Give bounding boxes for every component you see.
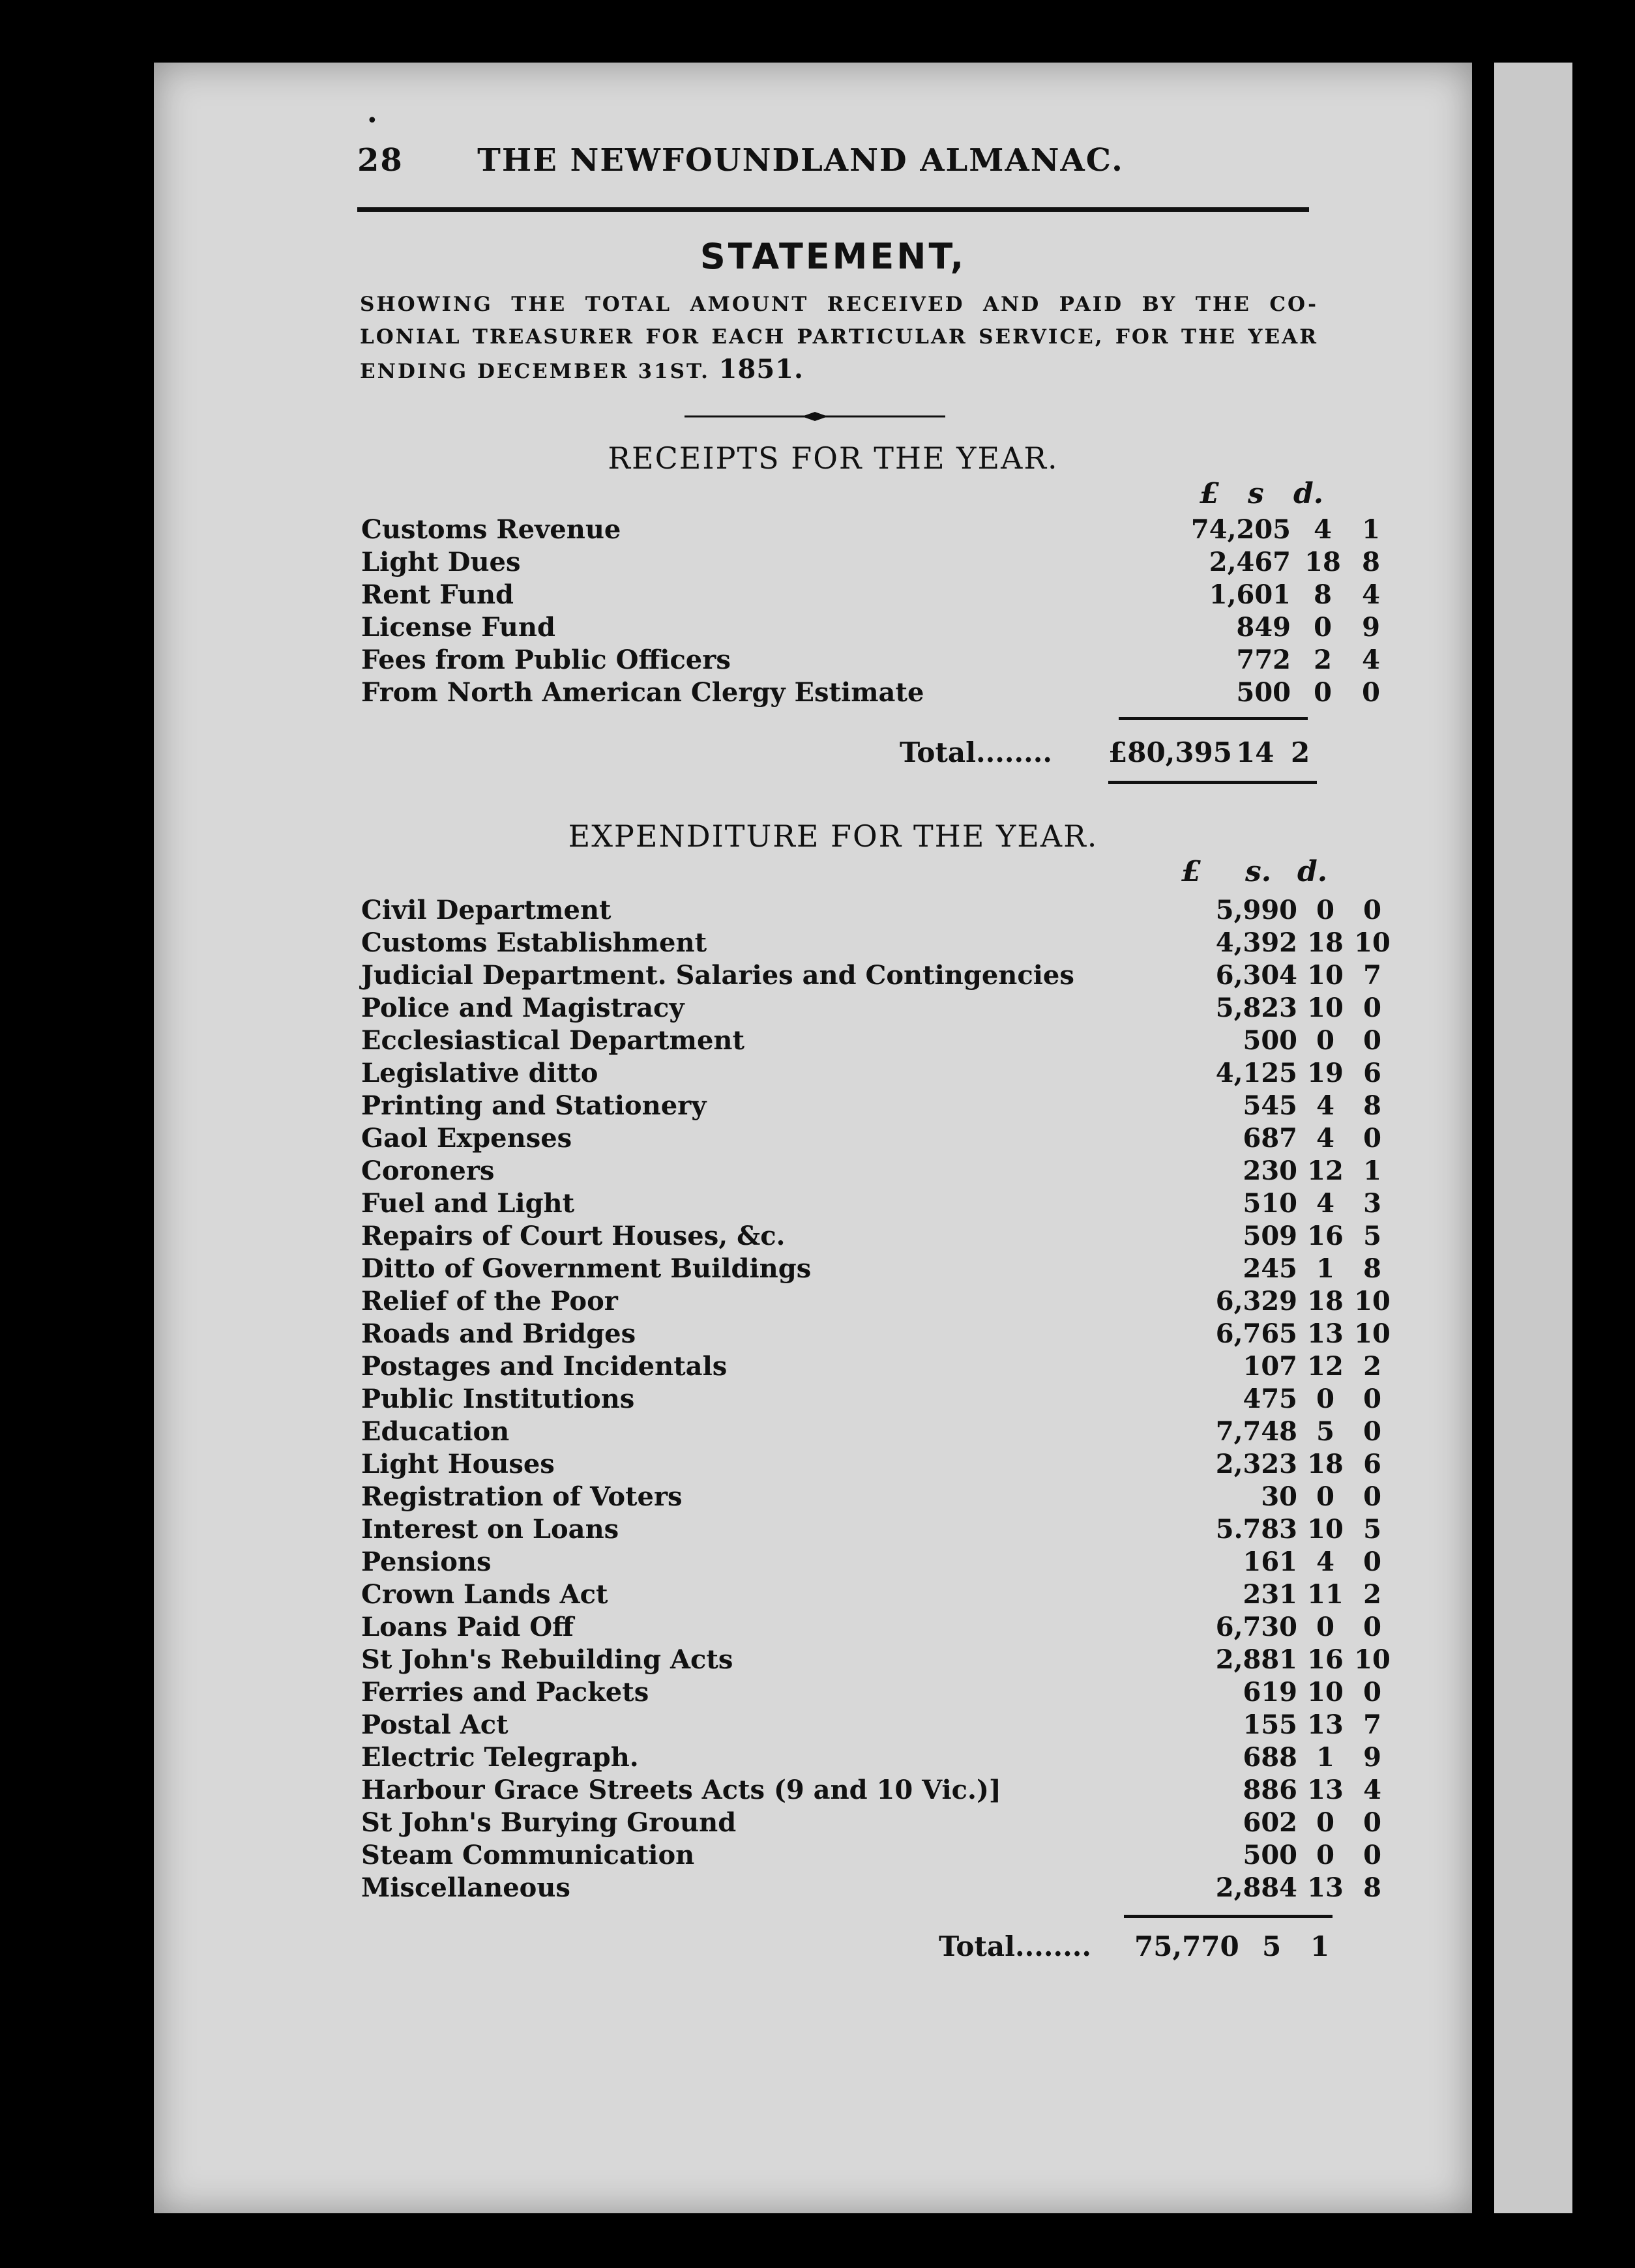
expenditure-shillings: 13 [1307, 1775, 1344, 1805]
expenditure-label: St John's Rebuilding Acts [361, 1644, 733, 1675]
page-mark: • [366, 109, 378, 132]
expenditure-pounds: 30 [1261, 1481, 1297, 1512]
receipts-col-shillings: s [1248, 477, 1264, 510]
expenditure-row [361, 1611, 1381, 1644]
expenditure-row [361, 1122, 1381, 1155]
expenditure-total-pounds: 75,770 [1134, 1930, 1239, 1962]
expenditure-label: Registration of Voters [361, 1481, 683, 1512]
receipts-total-label: Total........ [900, 736, 1052, 768]
expenditure-pounds: 231 [1243, 1579, 1297, 1610]
expenditure-label: Relief of the Poor [361, 1286, 618, 1316]
expenditure-label: Electric Telegraph. [361, 1742, 639, 1773]
expenditure-total-pence: 1 [1310, 1930, 1330, 1962]
expenditure-row [361, 1220, 1381, 1253]
expenditure-heading: EXPENDITURE FOR THE YEAR. [568, 819, 1098, 854]
expenditure-label: Education [361, 1416, 510, 1447]
expenditure-row [361, 1383, 1381, 1416]
expenditure-pence: 0 [1363, 1481, 1381, 1512]
receipt-pounds: 74,205 [1190, 514, 1291, 545]
expenditure-shillings: 10 [1307, 1677, 1344, 1708]
receipt-label: Light Dues [361, 547, 521, 577]
receipt-shillings: 0 [1314, 677, 1332, 708]
receipt-label: Customs Revenue [361, 514, 621, 545]
expenditure-row [361, 1872, 1381, 1904]
expenditure-shillings: 0 [1316, 1025, 1334, 1056]
receipt-pence: 9 [1362, 612, 1380, 643]
expenditure-pence: 10 [1354, 1318, 1391, 1349]
expenditure-pence: 0 [1363, 1547, 1381, 1577]
expenditure-pounds: 107 [1243, 1351, 1297, 1382]
receipts-total-rule [1108, 781, 1317, 784]
expenditure-shillings: 0 [1316, 1807, 1334, 1838]
receipt-shillings: 4 [1314, 514, 1332, 545]
receipt-pounds: 849 [1236, 612, 1291, 643]
expenditure-pounds: 602 [1243, 1807, 1297, 1838]
expenditure-shillings: 0 [1316, 895, 1334, 925]
receipt-shillings: 2 [1314, 645, 1332, 675]
receipts-sum-rule [1119, 717, 1308, 720]
expenditure-pence: 3 [1363, 1188, 1381, 1219]
expenditure-shillings: 12 [1307, 1351, 1344, 1382]
expenditure-pounds: 5,823 [1215, 993, 1297, 1023]
expenditure-pence: 0 [1363, 1612, 1381, 1642]
expenditure-shillings: 19 [1307, 1058, 1344, 1088]
expenditure-col-shillings: s. [1245, 855, 1272, 888]
receipt-row [361, 579, 1380, 611]
expenditure-pence: 10 [1354, 1286, 1391, 1316]
expenditure-shillings: 5 [1316, 1416, 1334, 1447]
receipt-pence: 0 [1362, 677, 1380, 708]
receipt-label: License Fund [361, 612, 555, 643]
expenditure-pounds: 545 [1243, 1090, 1297, 1121]
receipt-pence: 8 [1362, 547, 1380, 577]
expenditure-pounds: 6,730 [1215, 1612, 1297, 1642]
expenditure-pounds: 155 [1243, 1709, 1297, 1740]
expenditure-shillings: 12 [1307, 1156, 1344, 1186]
expenditure-pounds: 688 [1243, 1742, 1297, 1773]
expenditure-pence: 0 [1363, 1123, 1381, 1154]
ornament-divider [685, 412, 945, 421]
expenditure-row [361, 1578, 1381, 1611]
expenditure-pounds: 687 [1243, 1123, 1297, 1154]
expenditure-shillings: 10 [1307, 993, 1344, 1023]
expenditure-pence: 10 [1354, 927, 1391, 958]
expenditure-pounds: 2,884 [1215, 1872, 1297, 1903]
facing-page-edge [1494, 63, 1572, 2213]
expenditure-row [361, 1481, 1381, 1513]
expenditure-col-pounds: £ [1181, 855, 1201, 888]
receipts-heading: RECEIPTS FOR THE YEAR. [608, 441, 1059, 476]
expenditure-shillings: 4 [1316, 1188, 1334, 1219]
receipt-row [361, 676, 1380, 709]
expenditure-pence: 0 [1363, 1840, 1381, 1870]
expenditure-pounds: 500 [1243, 1025, 1297, 1056]
expenditure-pounds: 2,323 [1215, 1449, 1297, 1479]
expenditure-row [361, 1741, 1381, 1774]
expenditure-row [361, 927, 1391, 959]
expenditure-pence: 0 [1363, 1677, 1381, 1708]
expenditure-pence: 2 [1363, 1579, 1381, 1610]
running-title: THE NEWFOUNDLAND ALMANAC. [477, 142, 1124, 179]
expenditure-label: Printing and Stationery [361, 1090, 707, 1121]
expenditure-row [361, 1187, 1381, 1220]
expenditure-row [361, 992, 1381, 1025]
expenditure-label: Ecclesiastical Department [361, 1025, 744, 1056]
expenditure-pounds: 619 [1243, 1677, 1297, 1708]
expenditure-label: Interest on Loans [361, 1514, 619, 1545]
expenditure-label: Roads and Bridges [361, 1318, 636, 1349]
expenditure-shillings: 4 [1316, 1123, 1334, 1154]
expenditure-row [361, 1416, 1381, 1448]
expenditure-row [361, 1318, 1391, 1350]
receipt-label: Fees from Public Officers [361, 645, 731, 675]
expenditure-pence: 7 [1363, 960, 1381, 991]
receipt-pence: 1 [1362, 514, 1380, 545]
expenditure-label: Public Institutions [361, 1384, 635, 1414]
expenditure-pounds: 509 [1243, 1221, 1297, 1251]
expenditure-row [361, 1709, 1381, 1741]
expenditure-sum-rule [1124, 1915, 1333, 1918]
expenditure-pence: 5 [1363, 1514, 1381, 1545]
page-number: 28 [357, 142, 404, 179]
expenditure-pounds: 475 [1243, 1384, 1297, 1414]
expenditure-label: Coroners [361, 1156, 495, 1186]
expenditure-pence: 6 [1363, 1449, 1381, 1479]
expenditure-pence: 0 [1363, 1807, 1381, 1838]
expenditure-shillings: 4 [1316, 1547, 1334, 1577]
expenditure-pence: 0 [1363, 1384, 1381, 1414]
expenditure-pence: 7 [1363, 1709, 1381, 1740]
receipt-shillings: 0 [1314, 612, 1332, 643]
receipt-shillings: 8 [1314, 579, 1332, 610]
expenditure-pounds: 510 [1243, 1188, 1297, 1219]
expenditure-row [361, 959, 1381, 992]
expenditure-total-shillings: 5 [1262, 1930, 1282, 1962]
expenditure-pence: 1 [1363, 1156, 1381, 1186]
receipts-total-row [900, 736, 1317, 773]
expenditure-shillings: 4 [1316, 1090, 1334, 1121]
expenditure-pounds: 4,125 [1215, 1058, 1297, 1088]
receipts-total-pounds: £80,395 [1108, 736, 1232, 768]
expenditure-pounds: 4,392 [1215, 927, 1297, 958]
receipt-label: From North American Clergy Estimate [361, 677, 924, 708]
receipt-pounds: 2,467 [1209, 547, 1291, 577]
expenditure-pence: 9 [1363, 1742, 1381, 1773]
expenditure-row [361, 1676, 1381, 1709]
expenditure-shillings: 10 [1307, 960, 1344, 991]
expenditure-shillings: 1 [1316, 1742, 1334, 1773]
expenditure-row [361, 1807, 1381, 1839]
expenditure-row [361, 1644, 1391, 1676]
expenditure-row [361, 1155, 1381, 1187]
expenditure-shillings: 0 [1316, 1612, 1334, 1642]
expenditure-label: Postal Act [361, 1709, 508, 1740]
expenditure-label: Police and Magistracy [361, 993, 685, 1023]
receipts-total-pence: 2 [1291, 736, 1310, 768]
expenditure-label: Gaol Expenses [361, 1123, 572, 1154]
expenditure-pence: 0 [1363, 993, 1381, 1023]
expenditure-pence: 4 [1363, 1775, 1381, 1805]
expenditure-pence: 8 [1363, 1872, 1381, 1903]
expenditure-pence: 0 [1363, 1025, 1381, 1056]
expenditure-total-label: Total........ [939, 1930, 1091, 1962]
expenditure-shillings: 1 [1316, 1253, 1334, 1284]
expenditure-label: Pensions [361, 1547, 492, 1577]
expenditure-pounds: 2,881 [1215, 1644, 1297, 1675]
expenditure-pounds: 7,748 [1215, 1416, 1297, 1447]
receipt-shillings: 18 [1304, 547, 1341, 577]
expenditure-table [361, 894, 1391, 1904]
expenditure-pence: 10 [1354, 1644, 1391, 1675]
receipt-pounds: 500 [1236, 677, 1291, 708]
expenditure-col-pence: d. [1297, 855, 1328, 888]
expenditure-row [361, 1546, 1381, 1578]
expenditure-pounds: 6,765 [1215, 1318, 1297, 1349]
expenditure-label: Loans Paid Off [361, 1612, 574, 1642]
receipts-total-shillings: 14 [1236, 736, 1274, 768]
expenditure-pence: 0 [1363, 1416, 1381, 1447]
receipt-row [361, 644, 1380, 676]
expenditure-pounds: 500 [1243, 1840, 1297, 1870]
expenditure-pounds: 5.783 [1215, 1514, 1297, 1545]
expenditure-row [361, 1839, 1381, 1872]
expenditure-pence: 0 [1363, 895, 1381, 925]
expenditure-label: Crown Lands Act [361, 1579, 608, 1610]
expenditure-row [361, 1513, 1381, 1546]
expenditure-shillings: 13 [1307, 1872, 1344, 1903]
expenditure-pounds: 5,990 [1215, 895, 1297, 925]
expenditure-label: Fuel and Light [361, 1188, 575, 1219]
expenditure-label: Miscellaneous [361, 1872, 570, 1903]
expenditure-total-row [939, 1930, 1330, 1967]
expenditure-label: Ditto of Government Buildings [361, 1253, 812, 1284]
statement-title: STATEMENT, [700, 236, 967, 277]
expenditure-label: Civil Department [361, 895, 611, 925]
receipt-pence: 4 [1362, 645, 1380, 675]
expenditure-shillings: 13 [1307, 1318, 1344, 1349]
receipt-pounds: 772 [1236, 645, 1291, 675]
expenditure-shillings: 16 [1307, 1644, 1344, 1675]
expenditure-row [361, 894, 1381, 927]
expenditure-row [361, 1090, 1381, 1122]
expenditure-pounds: 161 [1243, 1547, 1297, 1577]
expenditure-shillings: 0 [1316, 1384, 1334, 1414]
receipt-label: Rent Fund [361, 579, 514, 610]
expenditure-pounds: 6,329 [1215, 1286, 1297, 1316]
expenditure-label: Customs Establishment [361, 927, 707, 958]
statement-subtitle-text: SHOWING THE TOTAL AMOUNT RECEIVED AND PAID BY THE CO-LONIAL TREASURER FOR EACH PARTICULAR SERVICE, FOR THE YEAR ENDING DECEMBER 31ST. [360, 293, 1318, 383]
expenditure-label: Repairs of Court Houses, &c. [361, 1221, 786, 1251]
expenditure-row [361, 1774, 1381, 1807]
receipts-col-pounds: £ [1200, 477, 1220, 510]
expenditure-row [361, 1350, 1381, 1383]
expenditure-pounds: 245 [1243, 1253, 1297, 1284]
expenditure-row [361, 1253, 1381, 1285]
expenditure-label: Harbour Grace Streets Acts (9 and 10 Vic.)] [361, 1775, 1001, 1805]
expenditure-pounds: 886 [1243, 1775, 1297, 1805]
expenditure-shillings: 11 [1307, 1579, 1344, 1610]
expenditure-shillings: 10 [1307, 1514, 1344, 1545]
expenditure-pence: 6 [1363, 1058, 1381, 1088]
expenditure-shillings: 18 [1307, 1286, 1344, 1316]
expenditure-label: St John's Burying Ground [361, 1807, 737, 1838]
expenditure-pounds: 6,304 [1215, 960, 1297, 991]
receipts-table [361, 514, 1380, 709]
receipt-row [361, 546, 1380, 579]
expenditure-shillings: 18 [1307, 927, 1344, 958]
expenditure-shillings: 0 [1316, 1840, 1334, 1870]
expenditure-pence: 5 [1363, 1221, 1381, 1251]
expenditure-label: Ferries and Packets [361, 1677, 649, 1708]
expenditure-pence: 8 [1363, 1090, 1381, 1121]
receipt-pence: 4 [1362, 579, 1380, 610]
expenditure-label: Legislative ditto [361, 1058, 598, 1088]
expenditure-shillings: 0 [1316, 1481, 1334, 1512]
statement-subtitle [360, 288, 1318, 388]
statement-year: 1851. [718, 354, 804, 385]
expenditure-label: Light Houses [361, 1449, 555, 1479]
header-rule [357, 207, 1309, 212]
expenditure-row [361, 1057, 1381, 1090]
expenditure-pence: 8 [1363, 1253, 1381, 1284]
receipt-pounds: 1,601 [1209, 579, 1291, 610]
page-header [357, 142, 1309, 179]
expenditure-shillings: 18 [1307, 1449, 1344, 1479]
expenditure-pence: 2 [1363, 1351, 1381, 1382]
expenditure-label: Postages and Incidentals [361, 1351, 728, 1382]
receipt-row [361, 514, 1380, 546]
expenditure-pounds: 230 [1243, 1156, 1297, 1186]
expenditure-row [361, 1448, 1381, 1481]
receipt-row [361, 611, 1380, 644]
expenditure-shillings: 13 [1307, 1709, 1344, 1740]
receipts-col-pence: d. [1293, 477, 1324, 510]
expenditure-row [361, 1285, 1391, 1318]
expenditure-row [361, 1025, 1381, 1057]
expenditure-label: Judicial Department. Salaries and Contingencies [361, 960, 1074, 991]
expenditure-label: Steam Communication [361, 1840, 695, 1870]
expenditure-shillings: 16 [1307, 1221, 1344, 1251]
